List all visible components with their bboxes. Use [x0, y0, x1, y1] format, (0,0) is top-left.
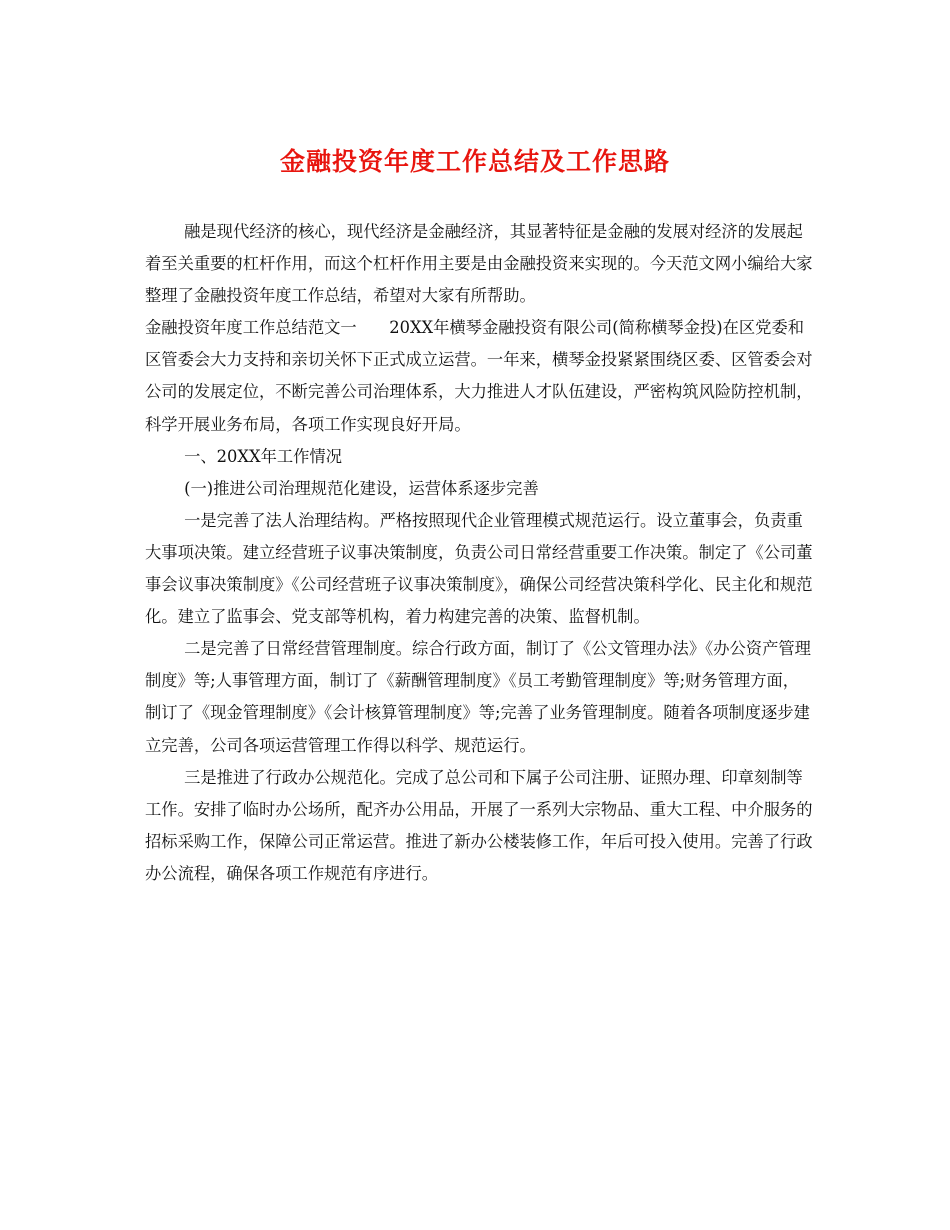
section-heading: 一、20XX年工作情况	[184, 446, 342, 466]
paragraph-intro: 融是现代经济的核心，现代经济是金融经济，其显著特征是金融的发展对经济的发展起着至关重要的杠杆作用，而这个杠杆作用主要是由金融投资来实现的。今天范文网小编给大家整理了金融投资年度工作总结，希望对大家有所帮助。	[145, 222, 813, 306]
document-title: 金融投资年度工作总结及工作思路	[279, 147, 670, 176]
paragraph-administration: 三是推进了行政办公规范化。完成了总公司和下属子公司注册、证照办理、印章刻制等工作。安排了临时办公场所，配齐办公用品，开展了一系列大宗物品、重大工程、中介服务的招标采购工作，保障公司正常运营。推进了新办公楼装修工作，年后可投入使用。完善了行政办公流程，确保各项工作规范有序进行。	[145, 767, 813, 883]
document-body	[145, 216, 815, 890]
paragraph-governance: 一是完善了法人治理结构。严格按照现代企业管理模式规范运行。设立董事会，负责重大事项决策。建立经营班子议事决策制度，负责公司日常经营重要工作决策。制定了《公司董事会议事决策制度》《公司经营班子议事决策制度》，确保公司经营决策科学化、民主化和规范化。建立了监事会、党支部等机构，着力构建完善的决策、监督机制。	[145, 510, 813, 627]
paragraph-management-system: 二是完善了日常经营管理制度。综合行政方面，制订了《公文管理办法》《办公资产管理制度》等;人事管理方面，制订了《薪酬管理制度》《员工考勤管理制度》等;财务管理方面，制订了《现金管理制度》《会计核算管理制度》等;完善了业务管理制度。随着各项制度逐步建立完善，公司各项运营管理工作得以科学、规范运行。	[145, 639, 811, 755]
subsection-heading: (一)推进公司治理规范化建设，运营体系逐步完善	[184, 478, 539, 498]
paragraph-sample-one: 金融投资年度工作总结范文一 20XX年横琴金融投资有限公司(简称横琴金投)在区党委和区管委会大力支持和亲切关怀下正式成立运营。一年来，横琴金投紧紧围绕区委、区管委会对公司的发展定位，不断完善公司治理体系，大力推进人才队伍建设，严密构筑风险防控机制，科学开展业务布局，各项工作实现良好开局。	[145, 318, 813, 434]
